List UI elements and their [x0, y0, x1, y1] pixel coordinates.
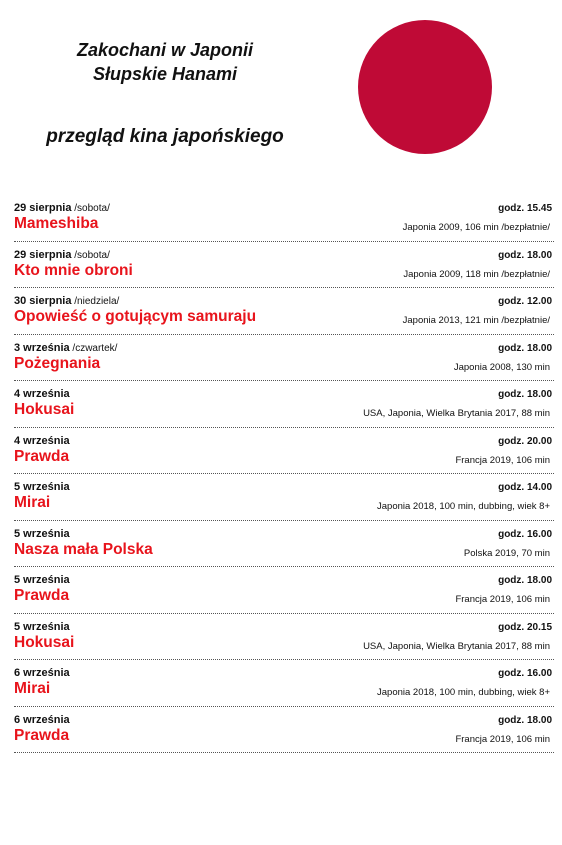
list-item [14, 474, 554, 521]
header [0, 0, 562, 190]
screening-date [14, 249, 110, 261]
screening-date [14, 621, 70, 633]
date-text: 4 września [14, 388, 70, 400]
list-item [14, 707, 554, 754]
japan-sun-circle-icon [358, 20, 492, 154]
date-text: 30 sierpnia [14, 295, 72, 307]
date-text: 6 września [14, 667, 70, 679]
screening-time: godz. 20.00 [498, 435, 552, 447]
screening-date [14, 667, 70, 679]
film-info: Francja 2019, 106 min [455, 454, 550, 466]
list-item [14, 195, 554, 242]
date-text: 5 września [14, 620, 70, 633]
film-info: Japonia 2009, 106 min /bezpłatnie/ [402, 222, 550, 233]
list-item [14, 242, 554, 289]
film-title: Mameshiba [14, 215, 99, 232]
screening-time: godz. 18.00 [498, 575, 552, 586]
film-title: Mirai [14, 680, 51, 697]
screening-time: godz. 12.00 [498, 296, 552, 307]
date-text: 29 sierpnia [14, 248, 72, 261]
screening-date [14, 342, 117, 354]
screening-date [14, 481, 70, 493]
date-text: 5 września [14, 481, 70, 493]
film-info: Francja 2019, 106 min [455, 733, 550, 745]
list-item [14, 614, 554, 661]
screening-list [14, 195, 554, 753]
date-text: 29 sierpnia [14, 202, 72, 214]
film-title: Kto mnie obroni [14, 261, 133, 279]
film-title: Prawda [14, 587, 70, 604]
list-item [14, 381, 554, 428]
date-text: 5 września [14, 574, 70, 586]
screening-date [14, 202, 110, 214]
page-subtitle: przegląd kina japońskiego [46, 126, 284, 147]
film-title: Nasza mała Polska [14, 540, 153, 558]
date-text: 4 września [14, 434, 70, 447]
film-title: Hokusai [14, 401, 75, 418]
screening-time: godz. 16.00 [498, 528, 552, 540]
list-item [14, 660, 554, 707]
film-title: Prawda [14, 726, 70, 744]
film-info: Japonia 2009, 118 min /bezpłatnie/ [403, 268, 550, 280]
weekday-text: /niedziela/ [71, 296, 120, 307]
screening-date [14, 295, 119, 307]
film-title: Pożegnania [14, 354, 101, 372]
screening-date [14, 388, 70, 400]
film-info: Polska 2019, 70 min [463, 547, 550, 559]
list-item [14, 428, 554, 475]
screening-date [14, 574, 70, 586]
list-item [14, 521, 554, 568]
list-item [14, 288, 554, 335]
screening-time: godz. 14.00 [498, 482, 552, 493]
title-line-1: Zakochani w Japonii [76, 40, 254, 60]
film-title: Mirai [14, 494, 51, 511]
date-text: 5 września [14, 527, 70, 540]
screening-date [14, 714, 70, 726]
film-title: Prawda [14, 447, 70, 465]
screening-time: godz. 15.45 [498, 203, 552, 214]
list-item [14, 335, 554, 382]
film-info: Japonia 2008, 130 min [453, 361, 550, 373]
screening-time: godz. 18.00 [498, 714, 552, 726]
film-info: Japonia 2018, 100 min, dubbing, wiek 8+ [377, 501, 550, 512]
screening-time: godz. 18.00 [498, 342, 552, 354]
film-title: Opowieść o gotującym samuraju [14, 308, 257, 325]
film-info: Francja 2019, 106 min [455, 594, 550, 605]
page-title [30, 38, 300, 86]
weekday-text: /sobota/ [71, 249, 110, 261]
title-line-2: Słupskie Hanami [92, 64, 238, 84]
film-info: Japonia 2018, 100 min, dubbing, wiek 8+ [377, 687, 550, 698]
screening-time: godz. 18.00 [498, 389, 552, 400]
date-text: 3 września [14, 341, 70, 354]
screening-time: godz. 20.15 [498, 621, 552, 633]
screening-time: godz. 18.00 [498, 249, 552, 261]
weekday-text: /sobota/ [71, 203, 110, 214]
screening-date [14, 528, 70, 540]
film-title: Hokusai [14, 633, 75, 651]
weekday-text: /czwartek/ [69, 342, 118, 354]
film-info: Japonia 2013, 121 min /bezpłatnie/ [402, 315, 550, 326]
film-info: USA, Japonia, Wielka Brytania 2017, 88 min [363, 408, 550, 419]
date-text: 6 września [14, 713, 70, 726]
list-item [14, 567, 554, 614]
screening-time: godz. 16.00 [498, 668, 552, 679]
film-info: USA, Japonia, Wielka Brytania 2017, 88 min [363, 640, 550, 652]
screening-date [14, 435, 70, 447]
